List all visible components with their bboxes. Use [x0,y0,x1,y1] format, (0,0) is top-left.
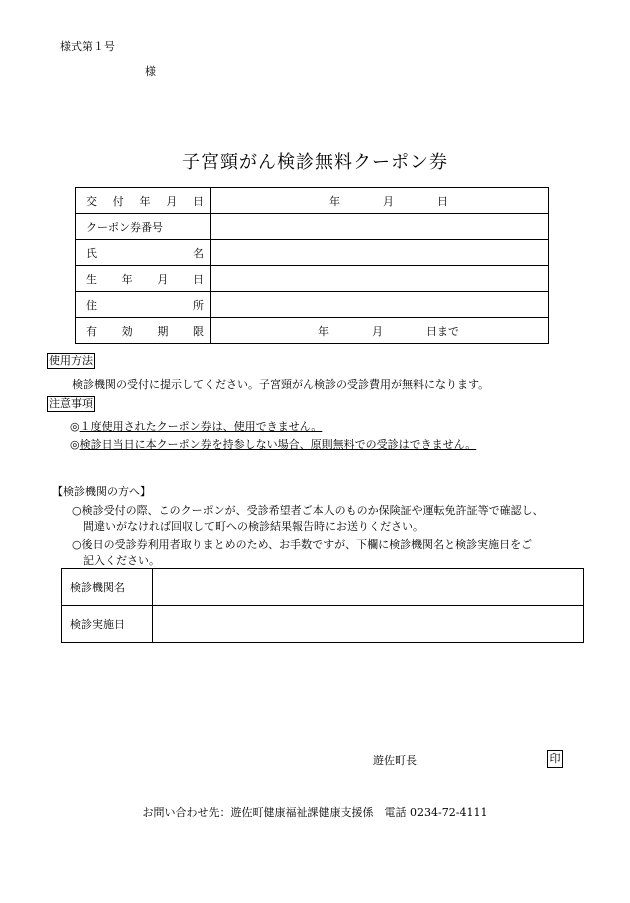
coupon-number-label: クーポン券番号 [76,214,211,240]
institution-name-field[interactable] [153,569,584,606]
coupon-row-expiry [76,318,549,344]
address-value[interactable] [211,292,549,318]
name-label: 氏 名 [76,240,211,266]
form-number: 様式第１号 [60,40,115,53]
coupon-row-number [76,214,549,240]
institution-instruction: ○後日の受診券利用者取りまとめのため、お手数ですが、下欄に検診機関名と検診実施日をご 記入ください。 [72,538,533,567]
institution-instruction: ○検診受付の際、このクーポンが、受診希望者ご本人のものか保険証や運転免許証等で確認し、 間違いがなければ回収して町への検診結果報告時にお送りください。 [72,504,544,533]
coupon-table [75,187,549,344]
usage-heading: 使用方法 [49,354,93,367]
birth-date-value[interactable] [211,266,549,292]
expiry-value[interactable]: 年 月 日まで [211,318,549,344]
issue-date-value[interactable]: 年 月 日 [211,188,549,214]
exam-date-label: 検診実施日 [62,606,153,643]
note-item: ◎１度使用されたクーポン券は、使用できません。 [70,420,323,433]
seal-mark: 印 [547,750,563,768]
coupon-row-birth-date [76,266,549,292]
name-value[interactable] [211,240,549,266]
coupon-row-address [76,292,549,318]
contact-info: お問い合わせ先：遊佐町健康福祉課健康支援係 電話 0234-72-4111 [142,806,488,819]
institution-name-label: 検診機関名 [62,569,153,606]
note-item: ◎検診日当日に本クーポン券を持参しない場合、原則無料での受診はできません。 [70,438,477,451]
page-title: 子宮頸がん検診無料クーポン券 [182,152,448,173]
issuer-name: 遊佐町長 [373,754,417,767]
institution-heading: 【検診機関の方へ】 [52,485,151,498]
birth-date-label: 生 年 月 日 [76,266,211,292]
exam-date-row [62,606,584,643]
usage-text: 検診機関の受付に提示してください。子宮頸がん検診の受診費用が無料になります。 [72,378,490,391]
coupon-number-value[interactable] [211,214,549,240]
issue-date-label: 交 付 年 月 日 [76,188,211,214]
addressee-suffix: 様 [145,65,156,78]
institution-table [61,568,584,643]
notes-heading: 注意事項 [49,397,93,410]
exam-date-field[interactable] [153,606,584,643]
institution-name-row [62,569,584,606]
expiry-label: 有 効 期 限 [76,318,211,344]
coupon-row-issue-date [76,188,549,214]
address-label: 住 所 [76,292,211,318]
coupon-row-name [76,240,549,266]
